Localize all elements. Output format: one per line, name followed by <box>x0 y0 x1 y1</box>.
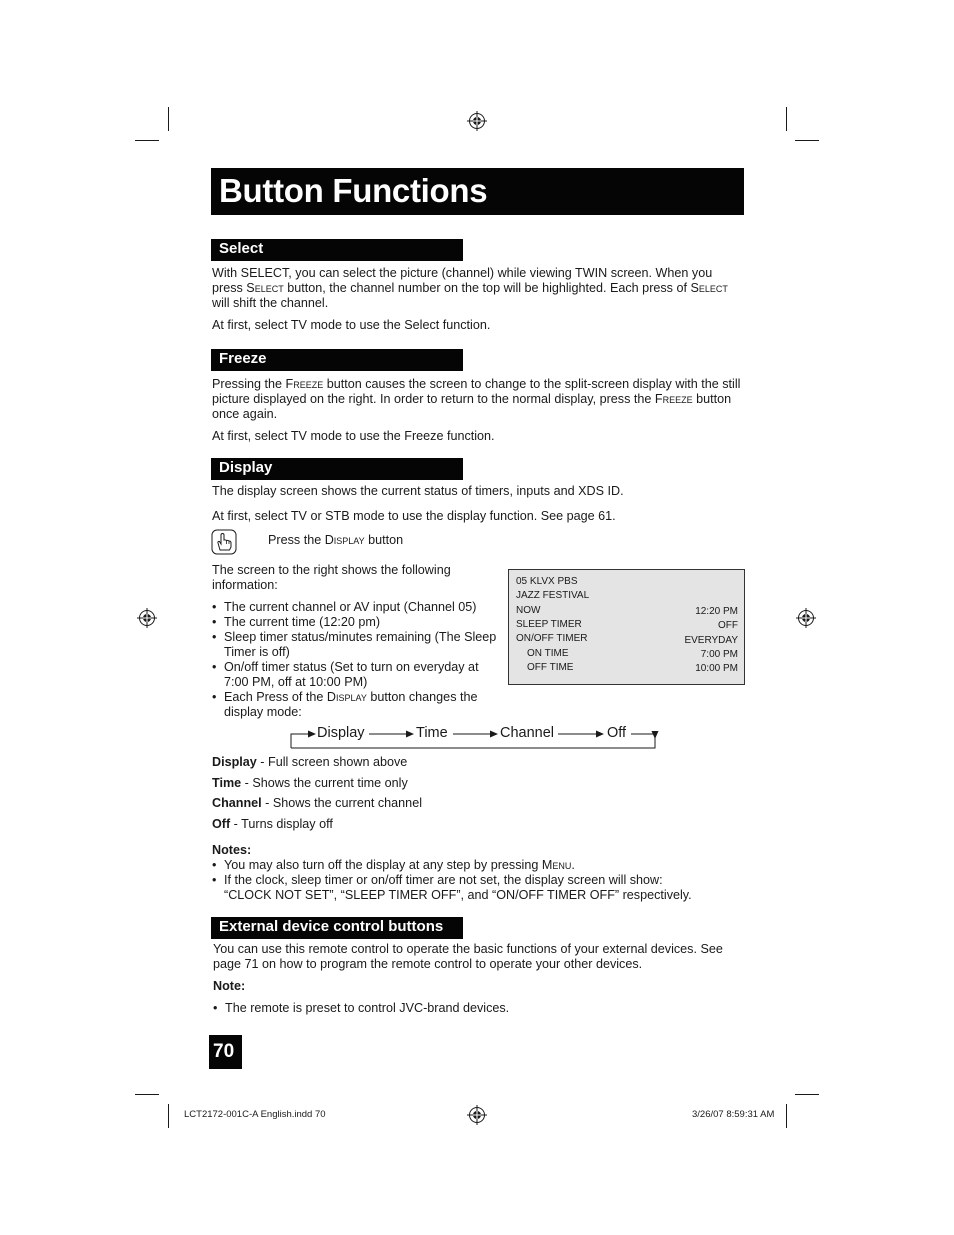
note-label: Note: <box>213 979 246 993</box>
crop-mark <box>795 1094 819 1095</box>
crop-mark <box>135 1094 159 1095</box>
crop-mark <box>786 107 787 131</box>
mode-definition: Display - Full screen shown above <box>212 755 408 769</box>
page-number-box <box>209 1035 242 1069</box>
mode-step-off: Off <box>607 725 627 741</box>
external-paragraph: You can use this remote control to operate the basic functions of your external devices. See page 71 on how to program the remote control to operate your other devices. <box>213 942 723 971</box>
list-item: • If the clock, sleep timer or on/off timer are not set, the display screen will show: “CLOCK NOT SET”, “SLEEP TIMER OFF”, and “ON/OFF TIMER OFF” respectively. <box>212 873 692 902</box>
section-heading-freeze: Freeze <box>211 349 463 371</box>
osd-on-time-label: ON TIME <box>527 648 569 659</box>
select-mode-note: At first, select TV mode to use the Select function. <box>212 318 491 332</box>
footer-file-info: LCT2172-001C-A English.indd 70 <box>184 1109 326 1120</box>
select-paragraph: With SELECT, you can select the picture (channel) while viewing TWIN screen. When you press Select button, the channel number on the top will be highlighted. Each press of Select will shift the channel. <box>212 266 728 310</box>
hand-press-icon <box>211 529 237 555</box>
display-mode-note: At first, select TV or STB mode to use the display function. See page 61. <box>212 509 616 523</box>
list-item: • On/off timer status (Set to turn on everyday at 7:00 PM, off at 10:00 PM) <box>212 660 479 689</box>
registration-mark-icon <box>467 1105 487 1125</box>
page-number: 70 <box>213 1041 235 1062</box>
osd-off-time-label: OFF TIME <box>527 662 574 673</box>
mode-definition: Off - Turns display off <box>212 817 333 831</box>
mode-step-channel: Channel <box>500 725 555 741</box>
registration-mark-icon <box>796 608 816 628</box>
list-item: • You may also turn off the display at any step by pressing Menu. <box>212 858 575 872</box>
crop-mark <box>168 107 169 131</box>
mode-definition: Channel - Shows the current channel <box>212 796 422 810</box>
osd-on-time-value: 7:00 PM <box>700 649 738 660</box>
page-title: Button Functions <box>219 172 488 209</box>
crop-mark <box>135 140 159 141</box>
mode-step-display: Display <box>317 725 365 741</box>
list-item: • Each Press of the Display button changes the display mode: <box>212 690 478 719</box>
osd-sleep-value: OFF <box>718 620 738 631</box>
registration-mark-icon <box>467 111 487 131</box>
osd-onoff-label: ON/OFF TIMER <box>516 633 588 644</box>
page-title-bar <box>211 168 744 215</box>
freeze-mode-note: At first, select TV mode to use the Freeze function. <box>212 429 495 443</box>
display-intro: The display screen shows the current status of timers, inputs and XDS ID. <box>212 484 624 498</box>
section-heading-select: Select <box>211 239 463 261</box>
osd-display-screen <box>508 569 745 685</box>
mode-step-time: Time <box>416 725 448 741</box>
mode-definition: Time - Shows the current time only <box>212 776 408 790</box>
osd-channel: 05 KLVX PBS <box>516 576 578 587</box>
osd-program: JAZZ FESTIVAL <box>516 590 590 601</box>
list-item: • The current time (12:20 pm) <box>212 615 381 629</box>
press-display-instruction: Press the Display button <box>268 533 404 547</box>
osd-now-label: NOW <box>516 605 541 616</box>
osd-now-value: 12:20 PM <box>695 606 738 617</box>
crop-mark <box>168 1104 169 1128</box>
crop-mark <box>786 1104 787 1128</box>
crop-mark <box>795 140 819 141</box>
notes-label: Notes: <box>212 843 252 857</box>
list-item: • The current channel or AV input (Channel 05) <box>212 600 477 614</box>
osd-off-time-value: 10:00 PM <box>695 663 738 674</box>
list-item: • Sleep timer status/minutes remaining (The Sleep Timer is off) <box>212 630 497 659</box>
osd-onoff-value: EVERYDAY <box>684 635 738 646</box>
freeze-paragraph: Pressing the Freeze button causes the screen to change to the split-screen display with the still picture displayed on the right. In order to return to the normal display, press the Freeze button once again. <box>212 377 741 421</box>
section-heading-external: External device control buttons <box>211 917 463 939</box>
section-heading-display: Display <box>211 458 463 480</box>
list-item: • The remote is preset to control JVC-brand devices. <box>213 1001 510 1015</box>
registration-mark-icon <box>137 608 157 628</box>
osd-description: The screen to the right shows the following information: <box>212 563 451 592</box>
osd-sleep-label: SLEEP TIMER <box>516 619 582 630</box>
footer-timestamp: 3/26/07 8:59:31 AM <box>692 1109 775 1120</box>
